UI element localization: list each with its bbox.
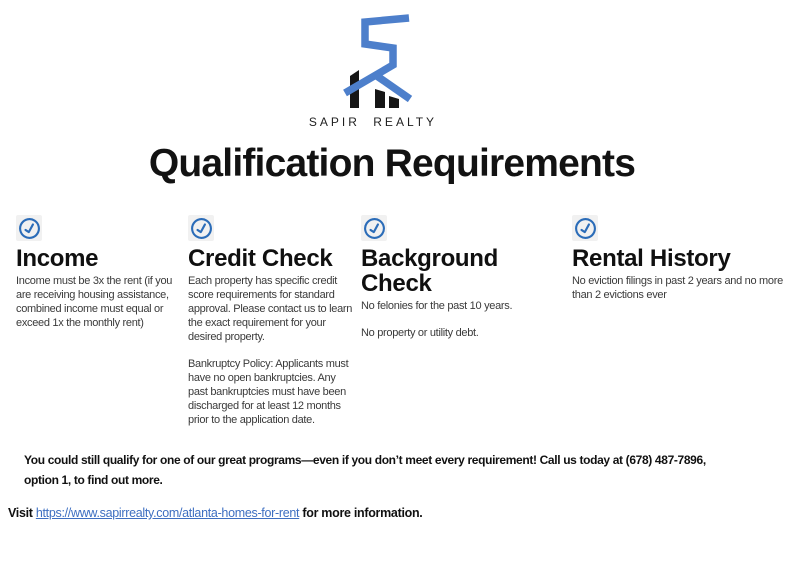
column-heading: Credit Check [188,245,333,272]
logo-house-middle-bar [375,89,385,108]
column-paragraph: No property or utility debt. [361,327,479,339]
column-paragraph: Each property has specific credit score requirements for standard approval. Please contact us to learn the exact requirement for your desired property. [188,275,353,343]
promo-line-2: option 1, to find out more. [24,473,163,487]
logo-house-right-bar [389,96,399,108]
column-paragraph: Income must be 3x the rent (if you are receiving housing assistance, combined income must equal or exceed 1x the monthly rent) [16,275,173,329]
requirement-column-credit-check [188,215,354,427]
column-paragraph: No eviction filings in past 2 years and no more than 2 evictions ever [572,275,783,301]
visit-text [8,506,422,520]
check-circle-icon [188,215,214,241]
promo-text [24,450,790,490]
requirement-column-background-check [361,215,559,427]
visit-suffix: for more information. [299,506,423,520]
sapir-realty-logo-icon [343,13,420,108]
check-circle-icon [572,215,598,241]
website-link[interactable]: https://www.sapirrealty.com/atlanta-homes-for-rent [35,506,300,520]
check-circle-icon [16,215,42,241]
requirement-column-rental-history [572,215,796,427]
column-paragraph: No felonies for the past 10 years. [361,300,513,312]
page-title: Qualification Requirements [148,142,636,185]
promo-line-1: You could still qualify for one of our great programs—even if you don’t meet every requirement! Call us today at (678) 487-7896, [24,453,706,467]
visit-prefix: Visit [8,506,36,520]
brand-name: SAPIR REALTY [308,115,438,129]
column-heading: Income [16,245,99,272]
column-heading: Background Check [361,245,499,297]
column-heading: Rental History [572,245,731,272]
header [0,13,800,129]
requirement-column-income [16,215,184,427]
column-paragraph: Bankruptcy Policy: Applicants must have no open bankruptcies. Any past bankruptcies must have been discharged for at least 12 months prior to the application date. [188,358,349,426]
requirements-grid [16,215,796,427]
check-circle-icon [361,215,387,241]
